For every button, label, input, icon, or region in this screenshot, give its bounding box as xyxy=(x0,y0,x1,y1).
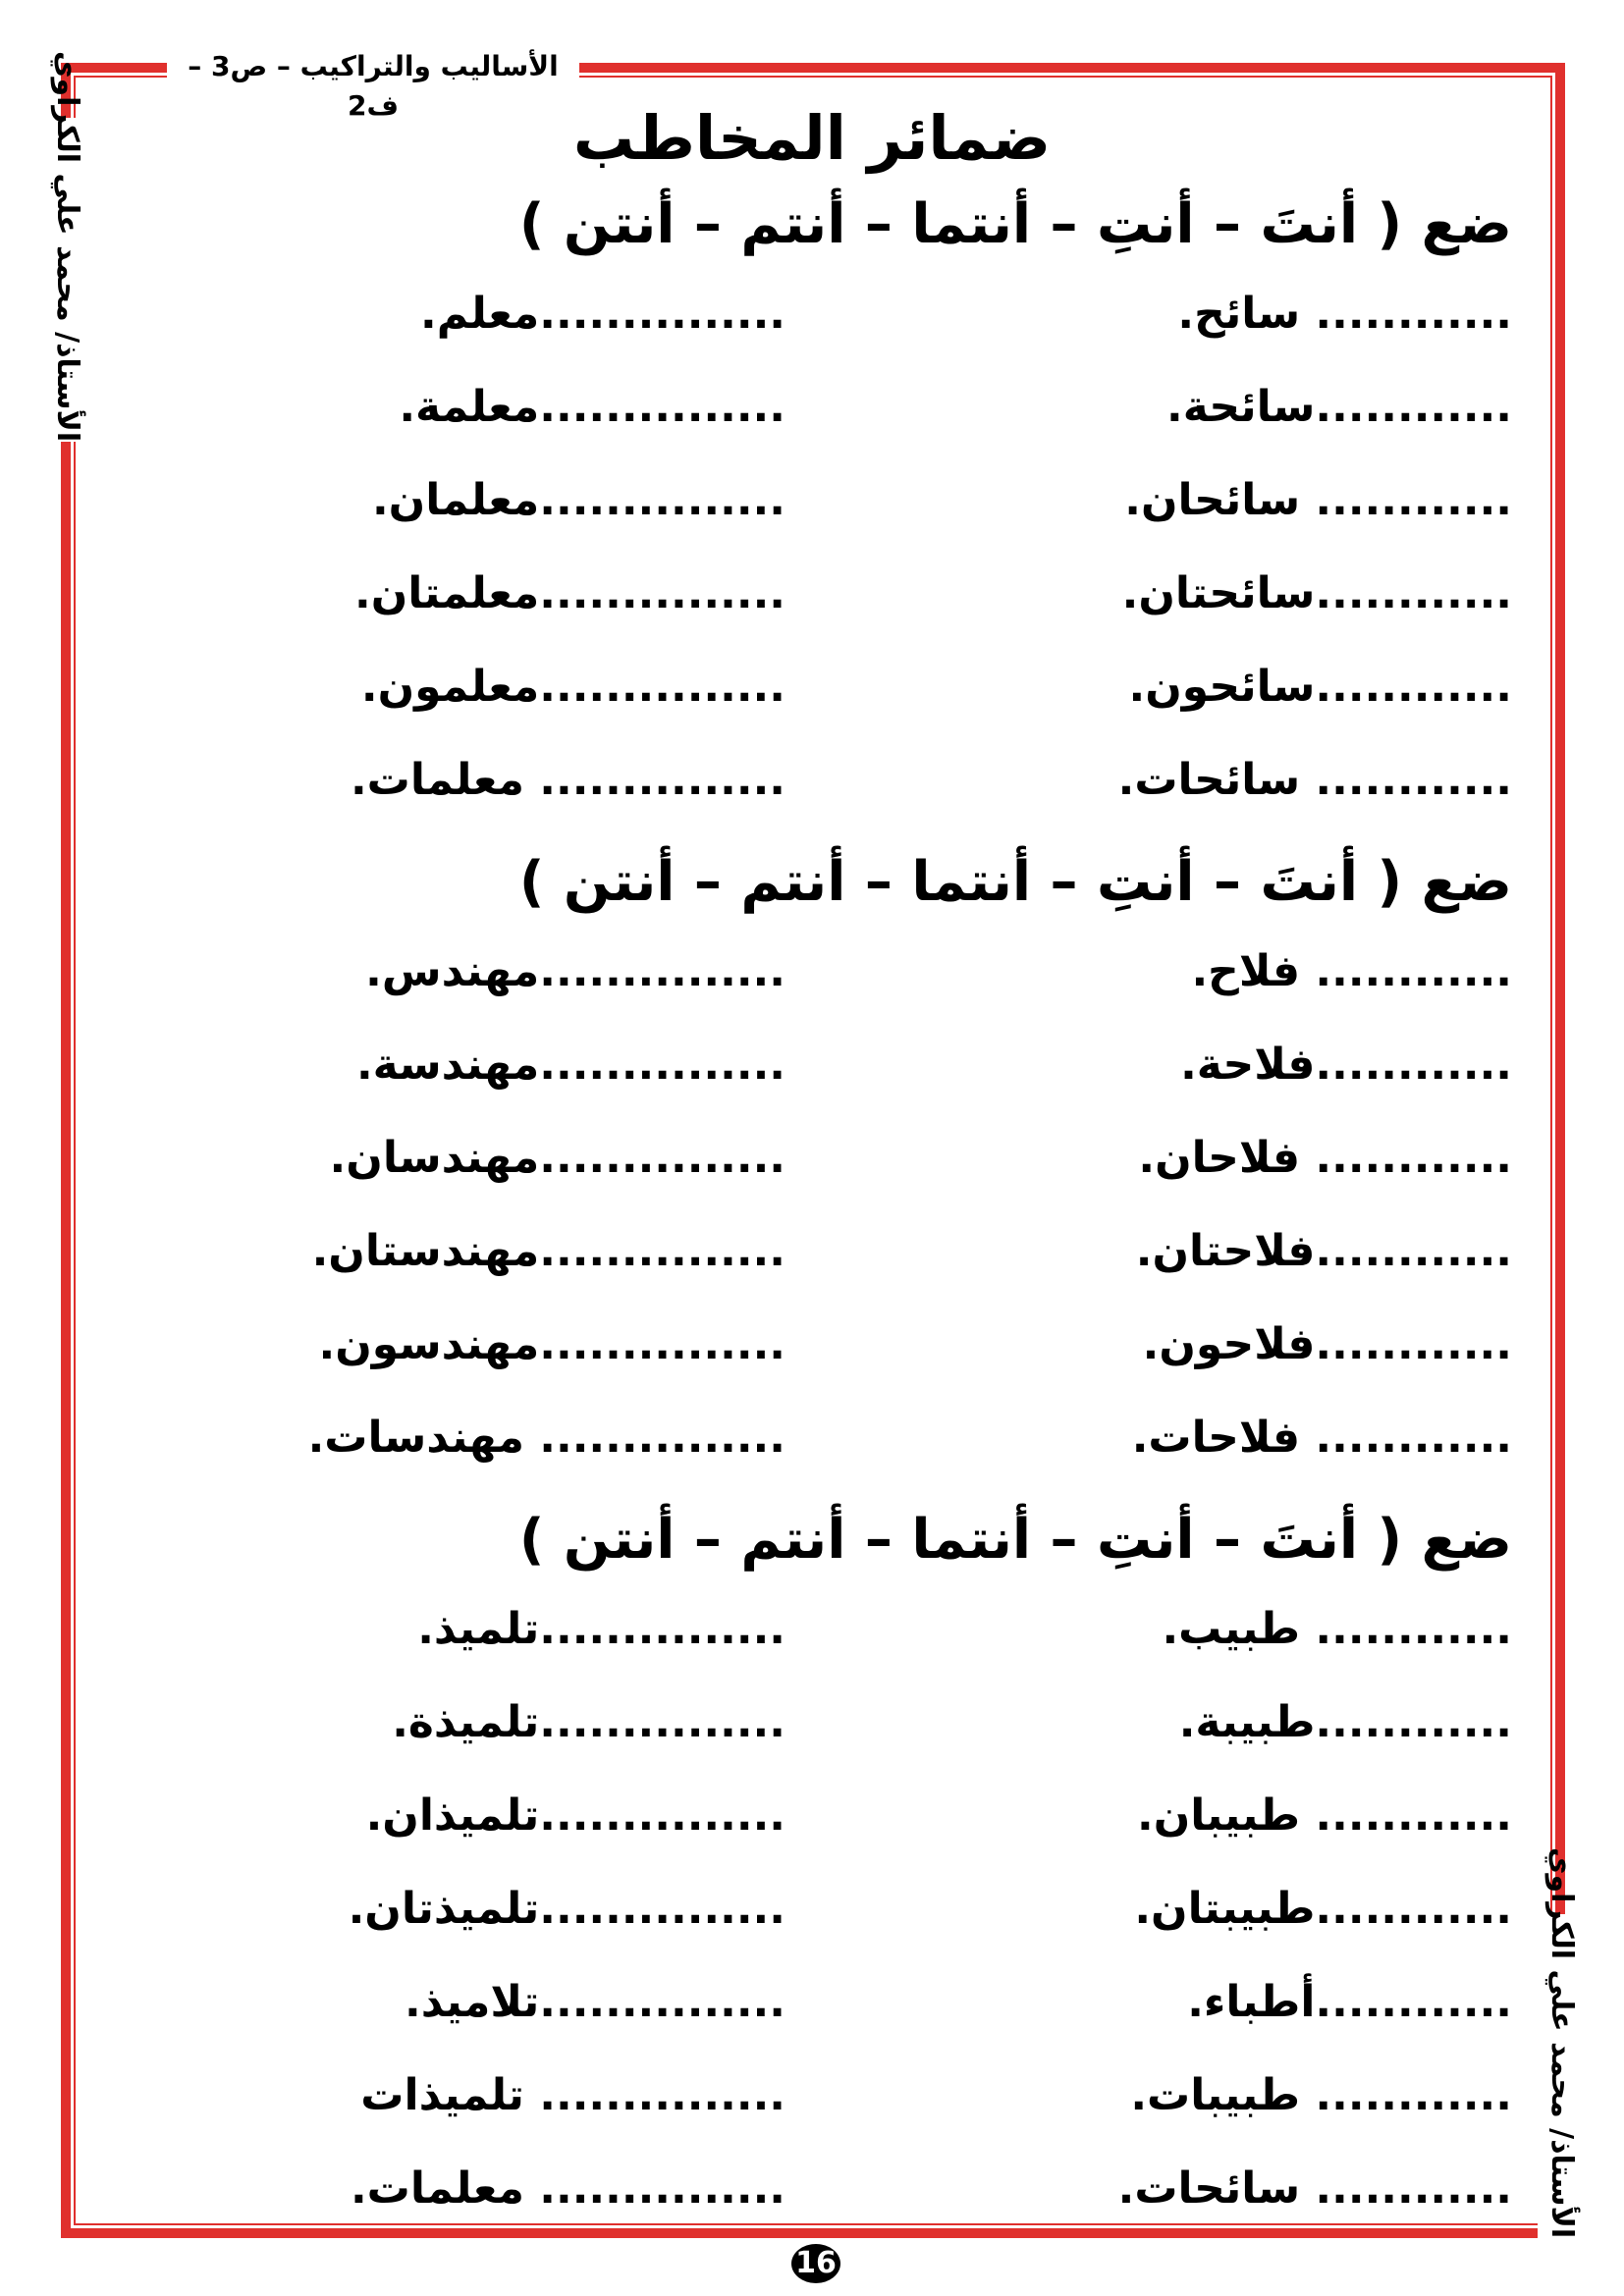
exercise-row xyxy=(295,733,1512,827)
exercise-row xyxy=(295,360,1512,454)
header-label: الأساليب والتراكيب – ص3 – ف2 xyxy=(167,47,579,86)
blank-left: ............... معلمات. xyxy=(350,755,785,805)
blank-left: ...............معلمون. xyxy=(360,662,785,712)
blank-right: ............ طبيبات. xyxy=(1130,2070,1512,2120)
blank-left: ............... مهندسات. xyxy=(307,1413,785,1463)
blank-left: ...............مهندس. xyxy=(365,946,785,996)
blank-left: ............... تلميذات xyxy=(360,2070,785,2120)
author-label-left: الأستاذ/ محمد علي الكراوي xyxy=(43,118,90,442)
blank-left: ...............تلميذ. xyxy=(417,1604,785,1654)
blank-left: ...............تلاميذ. xyxy=(405,1977,785,2027)
blank-left: ............... معلمات. xyxy=(350,2163,785,2214)
blank-right: ............فلاحة. xyxy=(1180,1040,1512,1090)
blank-left: ...............مهندسون. xyxy=(318,1319,785,1369)
section-instruction: ضع ( أنتَ – أنتِ – أنتما – أنتم – أنتن ) xyxy=(518,850,1512,914)
blank-right: ............سائحة. xyxy=(1166,382,1512,432)
page-title: ضمائر المخاطب xyxy=(572,102,1052,174)
blank-left: ...............مهندسان. xyxy=(329,1133,785,1183)
blank-right: ............ فلاحان. xyxy=(1138,1133,1512,1183)
blank-right: ............ سائحان. xyxy=(1124,475,1512,525)
exercise-row xyxy=(295,2049,1512,2142)
exercise-row xyxy=(295,2142,1512,2235)
exercise-row xyxy=(295,1676,1512,1769)
exercise-row xyxy=(295,1391,1512,1484)
page-number: 16 xyxy=(791,2244,840,2283)
blank-left: ...............معلمان. xyxy=(371,475,785,525)
blank-right: ............طبيبة. xyxy=(1178,1697,1512,1747)
exercise-row xyxy=(295,547,1512,640)
author-label-right: الأستاذ/ محمد علي الكراوي xyxy=(1538,1914,1585,2238)
blank-left: ...............مهندستان. xyxy=(311,1226,785,1276)
exercise-row xyxy=(295,640,1512,733)
blank-right: ............سائحتان. xyxy=(1121,568,1512,618)
exercise-row xyxy=(295,1204,1512,1298)
blank-left: ...............تلميذة. xyxy=(392,1697,785,1747)
exercise-section-3 xyxy=(295,1498,1512,2235)
blank-left: ...............تلميذتان. xyxy=(348,1884,785,1934)
exercise-row xyxy=(295,1111,1512,1204)
blank-right: ............ سائح. xyxy=(1177,289,1512,339)
section-instruction: ضع ( أنتَ – أنتِ – أنتما – أنتم – أنتن ) xyxy=(518,1508,1512,1572)
blank-right: ............سائحون. xyxy=(1128,662,1512,712)
blank-right: ............ طبيب. xyxy=(1162,1604,1512,1654)
exercise-row xyxy=(295,1298,1512,1391)
blank-right: ............ طبيبان. xyxy=(1136,1790,1512,1841)
exercise-section-1 xyxy=(295,183,1512,827)
blank-left: ...............معلم. xyxy=(420,289,785,339)
section-instruction: ضع ( أنتَ – أنتِ – أنتما – أنتم – أنتن ) xyxy=(518,192,1512,256)
exercise-row xyxy=(295,454,1512,547)
blank-left: ...............معلمة. xyxy=(399,382,785,432)
blank-right: ............طبيبتان. xyxy=(1134,1884,1512,1934)
exercise-row xyxy=(295,1769,1512,1862)
blank-left: ...............معلمتان. xyxy=(353,568,785,618)
exercise-row xyxy=(295,267,1512,360)
blank-right: ............ فلاحات. xyxy=(1131,1413,1512,1463)
blank-right: ............ سائحات. xyxy=(1117,2163,1512,2214)
blank-right: ............أطباء. xyxy=(1187,1977,1512,2027)
exercise-row xyxy=(295,1582,1512,1676)
exercise-row xyxy=(295,1955,1512,2049)
blank-right: ............فلاحتان. xyxy=(1135,1226,1512,1276)
blank-right: ............ فلاح. xyxy=(1191,946,1512,996)
exercise-row xyxy=(295,1018,1512,1111)
exercise-row xyxy=(295,1862,1512,1955)
blank-right: ............ سائحات. xyxy=(1117,755,1512,805)
exercise-section-2 xyxy=(295,840,1512,1484)
exercise-row xyxy=(295,925,1512,1018)
blank-left: ...............مهندسة. xyxy=(355,1040,785,1090)
blank-right: ............فلاحون. xyxy=(1142,1319,1512,1369)
blank-left: ...............تلميذان. xyxy=(365,1790,785,1841)
